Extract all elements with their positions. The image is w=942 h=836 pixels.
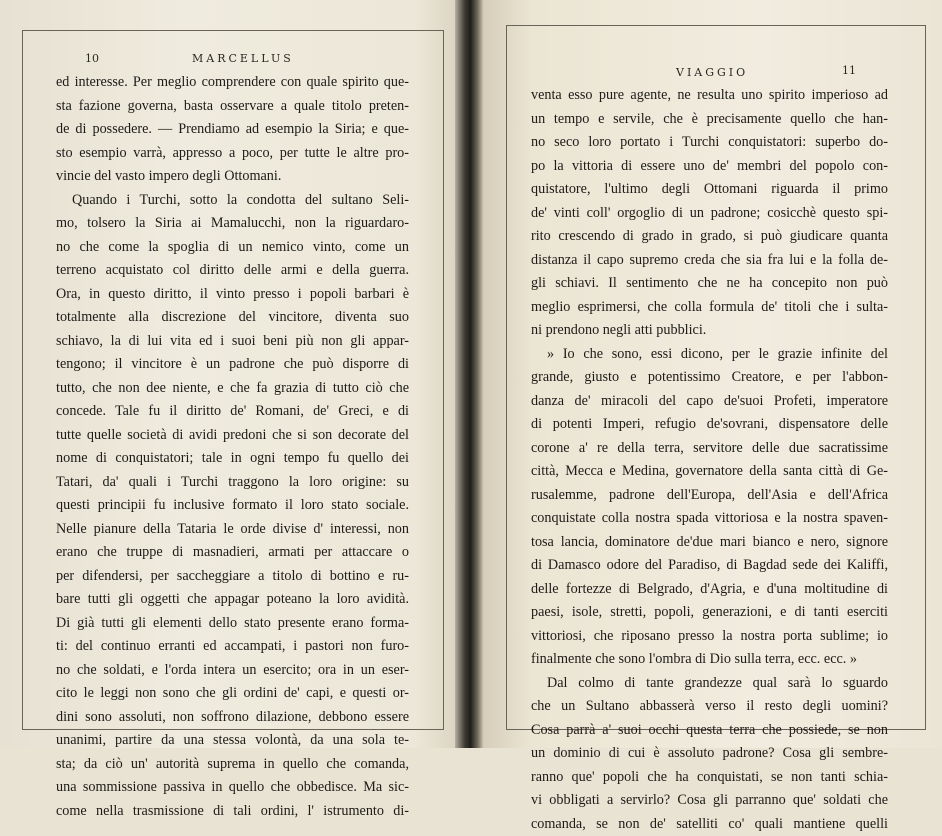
text-line: corone a' re della terra, servitore delle due sacratissime: [531, 437, 888, 461]
text-line: nome di conquistatori; tale in ogni tempo fu quello dei: [56, 447, 409, 471]
right-body-text: [531, 84, 888, 836]
text-line: comanda, se non de' satelliti co' quali mantiene quelli: [531, 813, 888, 836]
text-line: danza de' miracoli del capo de'suoi Profeti, imperatore: [531, 390, 888, 414]
text-line: bare tutti gli oggetti che appagar poteano la loro avidità.: [56, 588, 409, 612]
text-line: dini sono assoluti, non soffrono dilazione, debbono essere: [56, 706, 409, 730]
text-line: cito le leggi non sono che gli ordini de' capi, e questi or-: [56, 682, 409, 706]
text-line: Di già tutti gli elementi dello stato presente erano forma-: [56, 612, 409, 636]
text-line: un tempo e servile, che è precisamente quello che han-: [531, 108, 888, 132]
text-line: tosa lancia, dominatore de'due mari bianco e nero, signore: [531, 531, 888, 555]
text-line: vincie del vasto impero degli Ottomani.: [56, 165, 409, 189]
text-line: una sommissione passiva in quello che obbedisce. Ma sic-: [56, 776, 409, 800]
text-line: Tatari, da' quali i Turchi traggono la loro origine: su: [56, 471, 409, 495]
text-line: de di possedere. — Prendiamo ad esempio la Siria; e que-: [56, 118, 409, 142]
text-line: sta fazione governa, basta osservare a quale titolo preten-: [56, 95, 409, 119]
text-line: città, Mecca e Medina, governatore della santa città di Ge-: [531, 460, 888, 484]
text-line: grande, giusto e potentissimo Creatore, e per l'abbon-: [531, 366, 888, 390]
text-line: schiavo, la di lui vita ed i suoi beni più non gli appar-: [56, 330, 409, 354]
text-line: no che come la spoglia di un nemico vinto, come un: [56, 236, 409, 260]
text-line: paesi, isole, stretti, popoli, generazioni, e di tanti eserciti: [531, 601, 888, 625]
text-line: Nelle pianure della Tataria le orde divise d' interessi, non: [56, 518, 409, 542]
text-line: no che soldati, e l'orda intera un esercito; ora in un eser-: [56, 659, 409, 683]
text-line: di Damasco odore del Paradiso, di Bagdad sede dei Kaliffi,: [531, 554, 888, 578]
text-line: venta esso pure agente, ne resulta uno spirito imperioso ad: [531, 84, 888, 108]
text-line: mo, tolsero la Siria ai Mamalucchi, non la riguardaro-: [56, 212, 409, 236]
text-line: Dal colmo di tante grandezze qual sarà lo sguardo: [531, 672, 888, 696]
text-line: sta; da ciò un' autorità suprema in quello che comanda,: [56, 753, 409, 777]
text-line: vi obbligati a servirlo? Cosa gli parranno que' soldati che: [531, 789, 888, 813]
right-running-head: VIAGGIO: [676, 66, 748, 79]
text-line: sto esempio varrà, appresso a poco, per tutte le altre pro-: [56, 142, 409, 166]
text-line: conquistate colla nostra spada vittoriosa e la nostra spaven-: [531, 507, 888, 531]
text-line: un dominio di cui è assoluto padrone? Cosa gli sembre-: [531, 742, 888, 766]
left-running-head: MARCELLUS: [192, 52, 294, 65]
text-line: » Io che sono, essi dicono, per le grazie infinite del: [531, 343, 888, 367]
text-line: po la vittoria di essere uno de' membri del popolo con-: [531, 155, 888, 179]
text-line: gli schiavi. Il sentimento che ne ha concepito non può: [531, 272, 888, 296]
text-line: meglio esprimersi, che colla formula de' titoli che i sulta-: [531, 296, 888, 320]
text-line: tengono; il vincitore è un padrone che può disporre di: [56, 353, 409, 377]
text-line: distanza il capo supremo creda che sia fra lui e la folla de-: [531, 249, 888, 273]
text-line: Quando i Turchi, sotto la condotta del sultano Seli-: [56, 189, 409, 213]
text-line: finalmente che sono l'ombra di Dio sulla terra, ecc. ecc. »: [531, 648, 888, 672]
text-line: ranno que' popoli che ha conquistati, se non tanti schia-: [531, 766, 888, 790]
text-line: questi principii fu inclusive formato il loro stato sociale.: [56, 494, 409, 518]
text-line: tutto, che non dee niente, e che fa grazia di tutto ciò che: [56, 377, 409, 401]
text-line: ti: del continuo erranti ed accampati, i pastori non furo-: [56, 635, 409, 659]
text-line: terreno acquistato col diritto delle armi e della guerra.: [56, 259, 409, 283]
text-line: Ora, in questo diritto, il vinto presso i popoli barbari è: [56, 283, 409, 307]
text-line: erano che truppe di masnadieri, armati per attaccare o: [56, 541, 409, 565]
text-line: unanimi, partire da una stessa volontà, da una sola te-: [56, 729, 409, 753]
text-line: che un Sultano abbasserà verso il resto degli uomini?: [531, 695, 888, 719]
text-line: concede. Tale fu il diritto de' Romani, de' Greci, e di: [56, 400, 409, 424]
text-line: rito crescendo di grado in grado, si può giudicare quanta: [531, 225, 888, 249]
text-line: no seco loro portato i Turchi conquistatori: superbo do-: [531, 131, 888, 155]
text-line: rusalemme, padrone dell'Europa, dell'Asia e dell'Africa: [531, 484, 888, 508]
text-line: vittoriosi, che riposano presso la nostra porta sublime; io: [531, 625, 888, 649]
text-line: tutte quelle società di avidi predoni che si son decorate del: [56, 424, 409, 448]
text-line: come nella trasmissione di tali ordini, l' istrumento di-: [56, 800, 409, 824]
text-line: ni prendono negli atti pubblici.: [531, 319, 888, 343]
text-line: quistatore, l'ultimo degli Ottomani riguarda il primo: [531, 178, 888, 202]
text-line: totalmente alla discrezione del vincitore, diventa suo: [56, 306, 409, 330]
text-line: di potenti Imperi, refugio de'sovrani, dispensatore delle: [531, 413, 888, 437]
left-page-number: 10: [85, 52, 99, 65]
text-line: de' vinti coll' orgoglio di un padrone; cosicchè questo spi-: [531, 202, 888, 226]
text-line: ed interesse. Per meglio comprendere con quale spirito que-: [56, 71, 409, 95]
text-line: delle fortezze di Belgrado, d'Agria, e d'una moltitudine di: [531, 578, 888, 602]
book-gutter: [455, 0, 483, 748]
left-body-text: [56, 71, 409, 823]
text-line: per difendersi, per saccheggiare a titolo di bottino e ru-: [56, 565, 409, 589]
text-line: Cosa parrà a' suoi occhi questa terra che possiede, se non: [531, 719, 888, 743]
right-page-number: 11: [842, 64, 856, 77]
